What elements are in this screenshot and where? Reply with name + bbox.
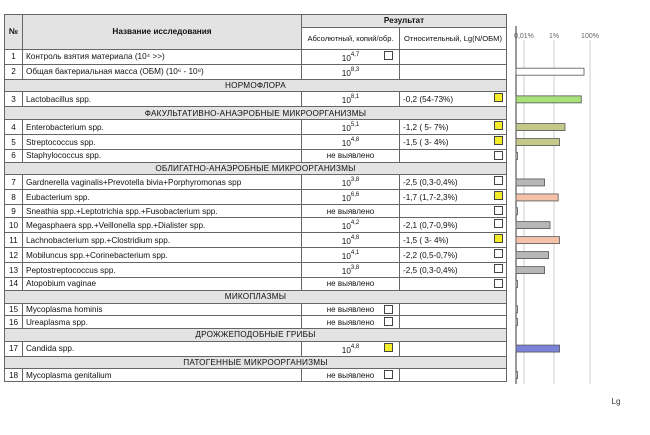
section-title: ПАТОГЕННЫЕ МИКРООРГАНИЗМЫ	[5, 356, 507, 369]
absolute-value	[302, 175, 400, 190]
not-detected-text: не выявлено	[326, 279, 375, 289]
relative-text: -2,1 (0,7-0,9%)	[403, 220, 458, 230]
value-mantissa: 10	[341, 53, 351, 63]
value-mantissa: 10	[341, 237, 351, 247]
relative-value	[400, 120, 507, 135]
test-name: Mycoplasma genitalium	[23, 369, 302, 382]
absolute-value	[302, 263, 400, 278]
value-mantissa: 10	[341, 252, 351, 262]
row-number: 18	[5, 369, 23, 382]
test-name: Sneathia spp.+Leptotrichia spp.+Fusobacterium spp.	[23, 205, 302, 218]
row-number: 7	[5, 175, 23, 190]
test-name: Enterobacterium spp.	[23, 120, 302, 135]
table-row	[5, 120, 507, 135]
result-bar	[516, 319, 518, 326]
result-bar	[516, 139, 560, 146]
result-checkbox	[494, 234, 503, 243]
row-number: 16	[5, 316, 23, 329]
header-no: №	[5, 15, 23, 50]
value-mantissa: 10	[341, 222, 351, 232]
value-mantissa: 10	[341, 96, 351, 106]
result-checkbox	[384, 51, 393, 60]
value-exponent: 4,7	[350, 51, 360, 58]
row-number: 6	[5, 150, 23, 163]
result-bar	[516, 237, 560, 244]
result-bar	[516, 252, 549, 259]
absolute-value	[302, 341, 400, 356]
absolute-value	[302, 303, 400, 316]
relative-value	[400, 135, 507, 150]
value-mantissa: 10	[341, 345, 351, 355]
result-checkbox	[384, 343, 393, 352]
section-row	[5, 328, 507, 341]
result-checkbox	[494, 249, 503, 258]
section-row	[5, 79, 507, 92]
value-exponent: 4,8	[350, 137, 360, 144]
test-name: Megasphaera spp.+Veillonella spp.+Dialister spp.	[23, 218, 302, 233]
value-mantissa: 10	[341, 68, 351, 78]
result-checkbox	[494, 191, 503, 200]
absolute-value	[302, 135, 400, 150]
result-bar	[516, 306, 518, 313]
row-number: 10	[5, 218, 23, 233]
result-checkbox	[494, 121, 503, 130]
absolute-value	[302, 316, 400, 329]
result-checkbox	[494, 151, 503, 160]
row-number: 14	[5, 278, 23, 291]
not-detected-text: не выявлено	[326, 317, 375, 327]
absolute-value	[302, 92, 400, 107]
axis-label-lg: Lg	[611, 396, 621, 406]
row-number: 3	[5, 92, 23, 107]
absolute-value	[302, 190, 400, 205]
relative-text: -0,2 (54-73%)	[403, 94, 454, 104]
relative-value	[400, 369, 507, 382]
result-bar	[516, 68, 584, 75]
header-rel: Относительный, Lg(N/ОБМ)	[400, 27, 507, 49]
value-mantissa: 10	[341, 194, 351, 204]
result-checkbox	[494, 206, 503, 215]
result-checkbox	[494, 279, 503, 288]
table-row	[5, 263, 507, 278]
log-scale-chart	[508, 0, 650, 435]
value-exponent: 6,6	[350, 192, 360, 199]
section-title: ДРОЖЖЕПОДОБНЫЕ ГРИБЫ	[5, 328, 507, 341]
relative-value	[400, 233, 507, 248]
row-number: 4	[5, 120, 23, 135]
row-number: 9	[5, 205, 23, 218]
result-bar	[516, 372, 518, 379]
table-row	[5, 248, 507, 263]
relative-value	[400, 205, 507, 218]
absolute-value	[302, 205, 400, 218]
test-name: Mobiluncus spp.+Corinebacterium spp.	[23, 248, 302, 263]
result-bar	[516, 179, 545, 186]
relative-text: -1,7 (1,7-2,3%)	[403, 192, 458, 202]
not-detected-text: не выявлено	[326, 370, 375, 380]
test-name: Gardnerella vaginalis+Prevotella bivia+Porphyromonas spp	[23, 175, 302, 190]
result-bar	[516, 208, 518, 215]
test-name: Контроль взятия материала (10⁴ >>)	[23, 49, 302, 64]
not-detected-text: не выявлено	[326, 151, 375, 161]
table-row	[5, 369, 507, 382]
relative-text: -1,5 ( 3- 4%)	[403, 235, 449, 245]
table-row	[5, 92, 507, 107]
row-number: 17	[5, 341, 23, 356]
relative-text: -2,5 (0,3-0,4%)	[403, 177, 458, 187]
value-exponent: 4,2	[350, 220, 360, 227]
relative-text: -2,2 (0,5-0,7%)	[403, 250, 458, 260]
value-exponent: 3,8	[350, 265, 360, 272]
not-detected-text: не выявлено	[326, 206, 375, 216]
table-row	[5, 278, 507, 291]
scale-tick-label: 100%	[581, 33, 599, 40]
section-row	[5, 162, 507, 175]
row-number: 2	[5, 64, 23, 79]
relative-value	[400, 175, 507, 190]
test-name: Candida spp.	[23, 341, 302, 356]
result-bar	[516, 280, 518, 287]
test-name: Eubacterium spp.	[23, 190, 302, 205]
relative-value	[400, 150, 507, 163]
table-row	[5, 218, 507, 233]
absolute-value	[302, 150, 400, 163]
result-checkbox	[494, 136, 503, 145]
result-bar	[516, 345, 560, 352]
relative-value	[400, 190, 507, 205]
value-exponent: 8,3	[350, 66, 360, 73]
test-name: Ureaplasma spp.	[23, 316, 302, 329]
relative-value	[400, 316, 507, 329]
table-row	[5, 205, 507, 218]
section-row	[5, 356, 507, 369]
relative-text: -2,5 (0,3-0,4%)	[403, 265, 458, 275]
relative-value	[400, 263, 507, 278]
value-exponent: 3,8	[350, 177, 360, 184]
section-title: МИКОПЛАЗМЫ	[5, 290, 507, 303]
result-checkbox	[494, 176, 503, 185]
test-name: Mycoplasma hominis	[23, 303, 302, 316]
row-number: 11	[5, 233, 23, 248]
test-name: Общая бактериальная масса (ОБМ) (10⁶ - 10⁸)	[23, 64, 302, 79]
value-mantissa: 10	[341, 139, 351, 149]
value-exponent: 8,1	[350, 94, 360, 101]
header-abs: Абсолютный, копий/обр.	[302, 27, 400, 49]
section-title: ОБЛИГАТНО-АНАЭРОБНЫЕ МИКРООРГАНИЗМЫ	[5, 162, 507, 175]
section-row	[5, 107, 507, 120]
table-row	[5, 341, 507, 356]
absolute-value	[302, 248, 400, 263]
results-table	[4, 14, 507, 382]
absolute-value	[302, 64, 400, 79]
relative-value	[400, 278, 507, 291]
absolute-value	[302, 278, 400, 291]
test-name: Peptostreptococcus spp.	[23, 263, 302, 278]
relative-value	[400, 92, 507, 107]
relative-text: -1,2 ( 5- 7%)	[403, 122, 449, 132]
value-mantissa: 10	[341, 124, 351, 134]
row-number: 5	[5, 135, 23, 150]
test-name: Atopobium vaginae	[23, 278, 302, 291]
test-name: Streptococcus spp.	[23, 135, 302, 150]
result-checkbox	[494, 264, 503, 273]
table-row	[5, 64, 507, 79]
table-row	[5, 175, 507, 190]
section-row	[5, 290, 507, 303]
table-row	[5, 150, 507, 163]
table-row	[5, 190, 507, 205]
result-checkbox	[384, 305, 393, 314]
test-name: Lactobacillus spp.	[23, 92, 302, 107]
relative-value	[400, 49, 507, 64]
test-name: Staphylococcus spp.	[23, 150, 302, 163]
section-title: ФАКУЛЬТАТИВНО-АНАЭРОБНЫЕ МИКРООРГАНИЗМЫ	[5, 107, 507, 120]
absolute-value	[302, 233, 400, 248]
scale-tick-label: 1%	[548, 33, 560, 40]
scale-tick-label: 0,01%	[514, 33, 534, 40]
absolute-value	[302, 49, 400, 64]
relative-text: -1,5 ( 3- 4%)	[403, 137, 449, 147]
not-detected-text: не выявлено	[326, 304, 375, 314]
relative-value	[400, 248, 507, 263]
value-exponent: 4,1	[350, 250, 360, 257]
result-bar	[516, 96, 581, 103]
result-bar	[516, 124, 565, 131]
row-number: 12	[5, 248, 23, 263]
relative-value	[400, 64, 507, 79]
row-number: 1	[5, 49, 23, 64]
table-row	[5, 316, 507, 329]
value-exponent: 5,1	[350, 122, 360, 129]
absolute-value	[302, 369, 400, 382]
relative-value	[400, 341, 507, 356]
absolute-value	[302, 120, 400, 135]
absolute-value	[302, 218, 400, 233]
row-number: 15	[5, 303, 23, 316]
row-number: 8	[5, 190, 23, 205]
relative-value	[400, 303, 507, 316]
test-name: Lachnobacterium spp.+Clostridium spp.	[23, 233, 302, 248]
result-checkbox	[384, 317, 393, 326]
value-exponent: 4,8	[350, 235, 360, 242]
result-bar	[516, 222, 550, 229]
result-bar	[516, 194, 558, 201]
table-row	[5, 49, 507, 64]
result-bar	[516, 152, 518, 159]
value-exponent: 4,8	[350, 343, 360, 350]
section-title: НОРМОФЛОРА	[5, 79, 507, 92]
result-checkbox	[494, 93, 503, 102]
row-number: 13	[5, 263, 23, 278]
result-checkbox	[384, 370, 393, 379]
result-checkbox	[494, 219, 503, 228]
relative-value	[400, 218, 507, 233]
value-mantissa: 10	[341, 179, 351, 189]
header-name: Название исследования	[23, 15, 302, 50]
header-result: Результат	[302, 15, 507, 28]
value-mantissa: 10	[341, 267, 351, 277]
table-row	[5, 233, 507, 248]
table-row	[5, 135, 507, 150]
table-row	[5, 303, 507, 316]
result-bar	[516, 267, 545, 274]
